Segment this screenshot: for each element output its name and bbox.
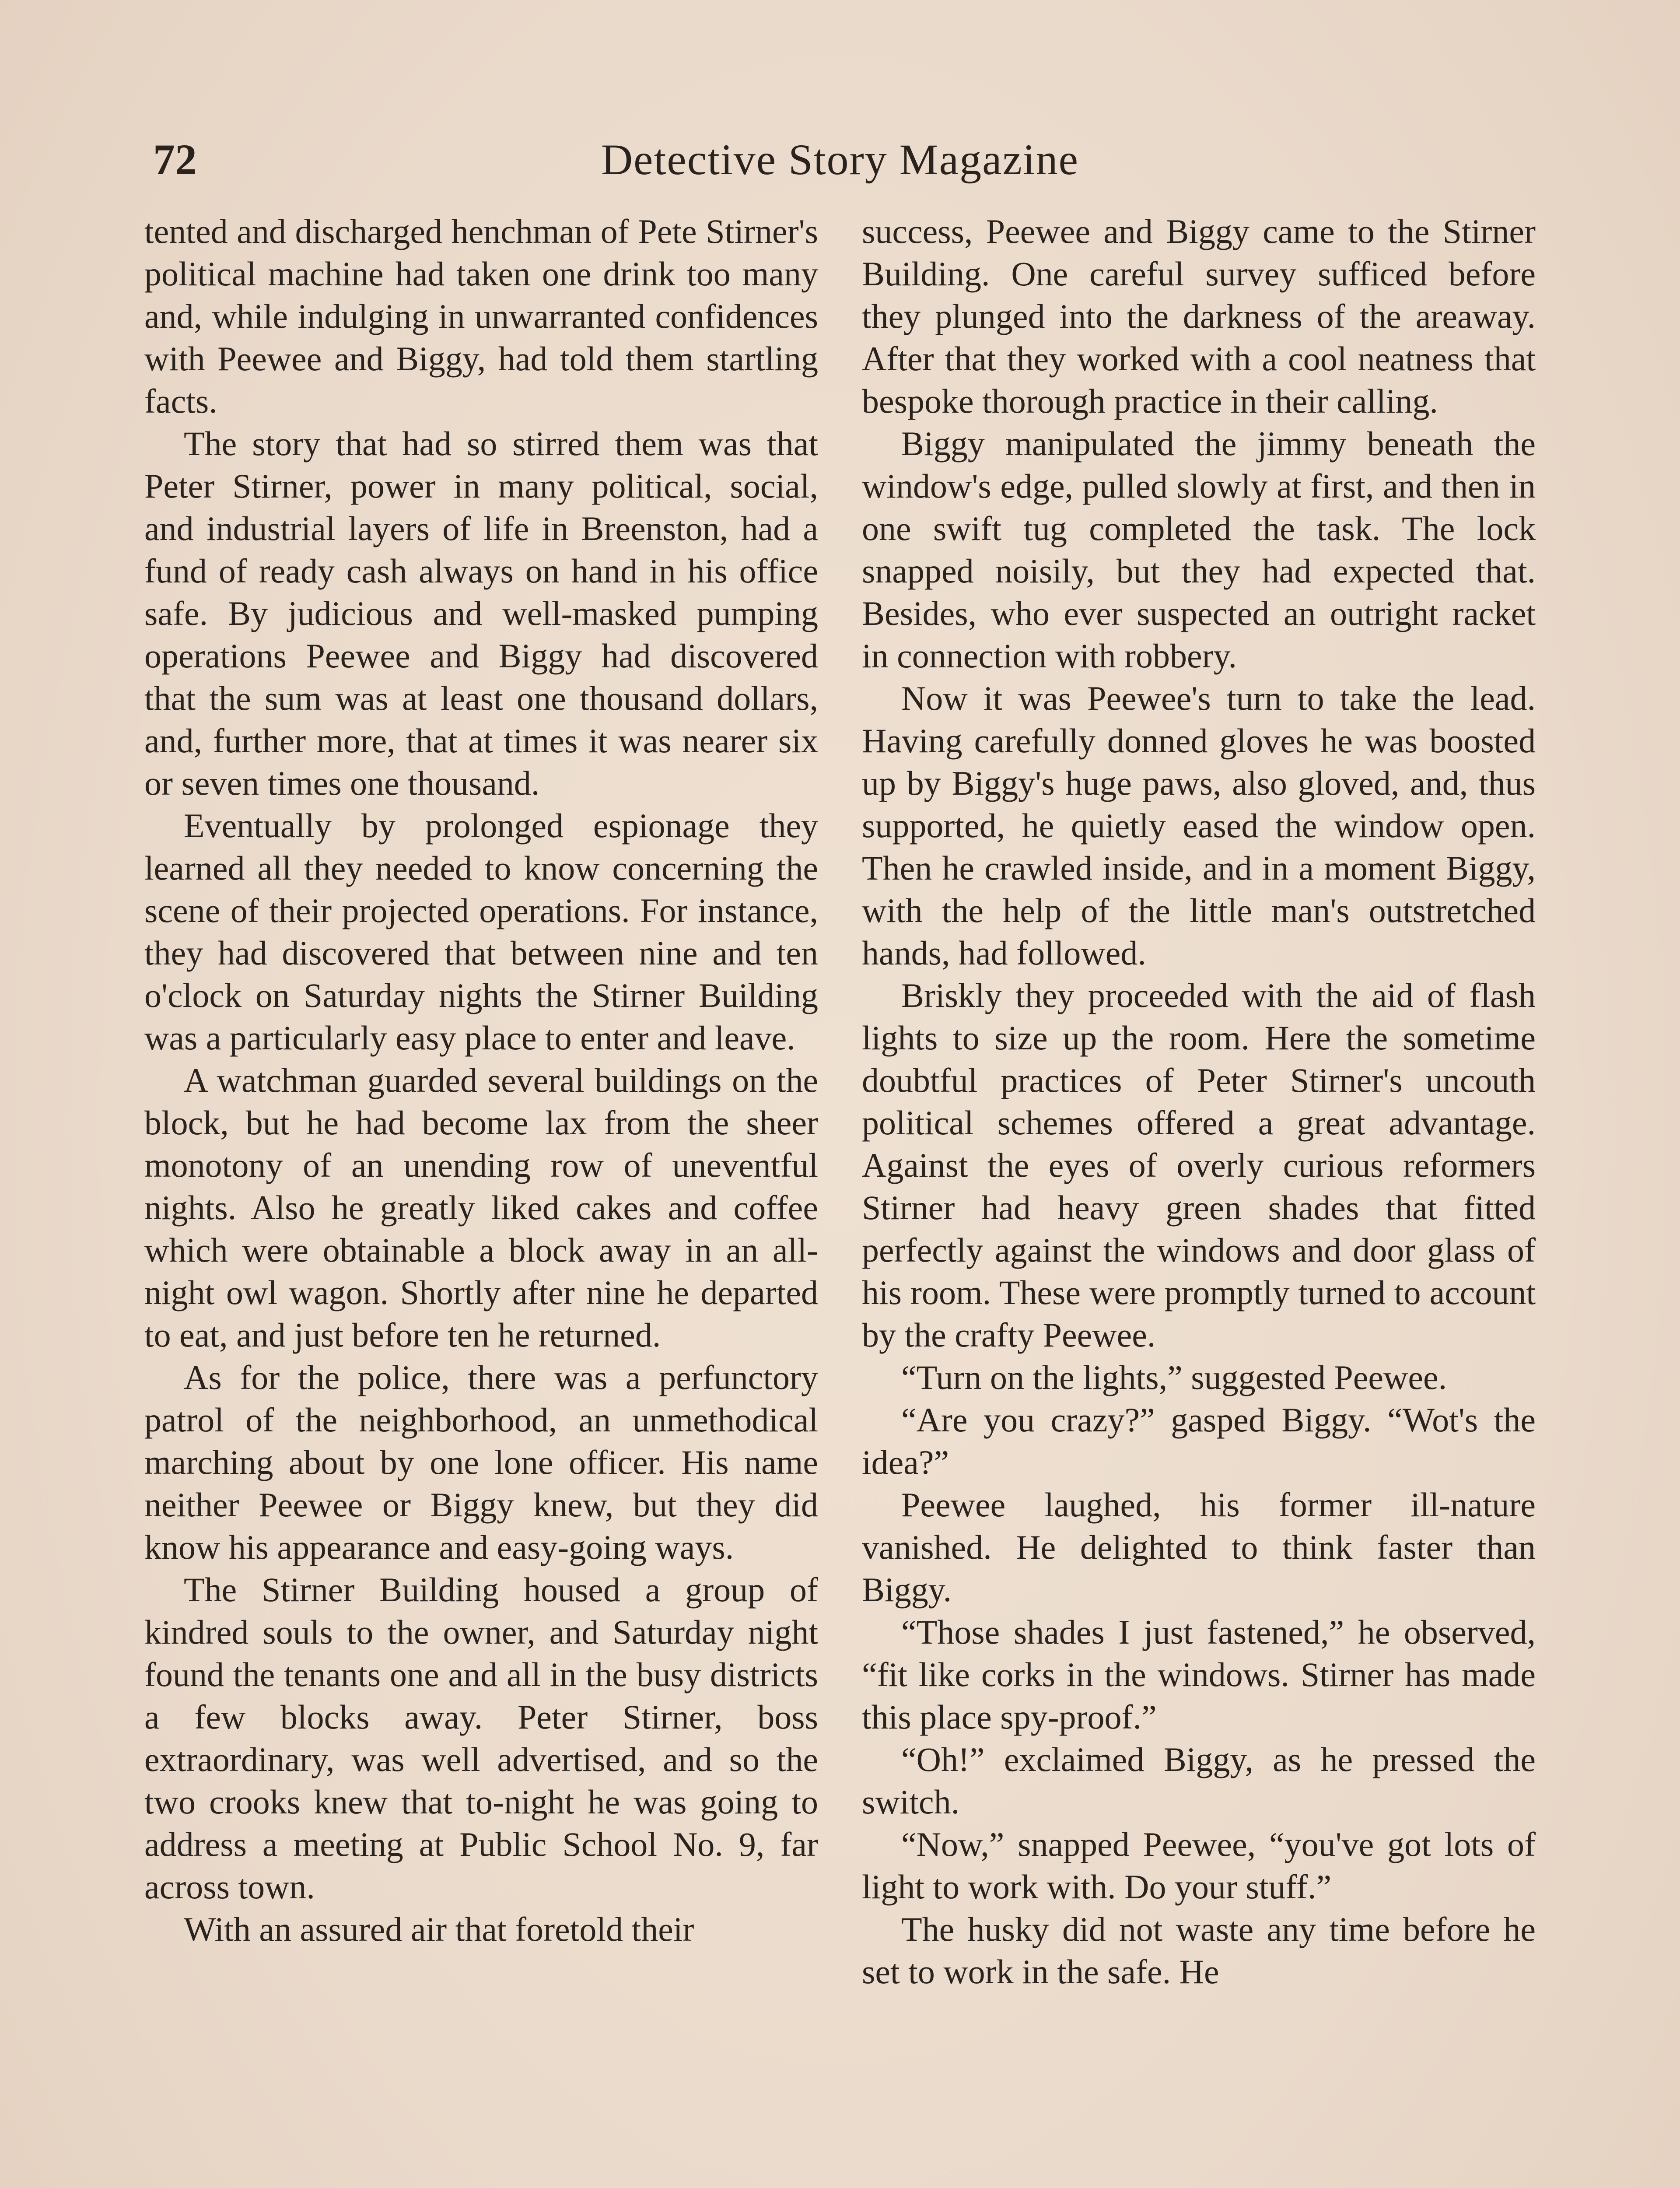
paragraph: success, Peewee and Biggy came to the Stirner Building. One careful survey sufficed before they plunged into the darkness of the areaway. After that they worked with a cool neatness that bespoke thorough practice in their calling. [862, 212, 1536, 420]
paragraph: A watchman guarded several buildings on the block, but he had become lax from the sheer monotony of an unending row of uneventful nights. Also he greatly liked cakes and coffee which were obtainable a block away in an all-night owl wagon. Shortly after nine he departed to eat, and just before ten he returned. [144, 1061, 818, 1354]
running-title: Detective Story Magazine [601, 135, 1079, 184]
paragraph: As for the police, there was a perfunctory patrol of the neighborhood, an unmethodical marching about by one lone officer. His name neither Peewee or Biggy knew, but they did know his appearance and easy-going ways. [144, 1358, 818, 1566]
paragraph: Now it was Peewee's turn to take the lead. Having carefully donned gloves he was boosted up by Biggy's huge paws, also gloved, and, thus supported, he quietly eased the window open. Then he crawled inside, and in a moment Biggy, with the help of the little man's outstretched hands, had followed. [862, 679, 1536, 972]
paragraph: Eventually by prolonged espionage they learned all they needed to know concerning the scene of their projected operations. For instance, they had discovered that between nine and ten o'clock on Saturday nights the Stirner Building was a particularly easy place to enter and leave. [144, 806, 818, 1057]
paragraph: The husky did not waste any time before he set to work in the safe. He [862, 1910, 1536, 1991]
right-column [862, 210, 1536, 1993]
paragraph: Briskly they proceeded with the aid of flash lights to size up the room. Here the sometime doubtful practices of Peter Stirner's uncouth political schemes offered a great advantage. Against the eyes of overly curious reformers Stirner had heavy green shades that fitted perfectly against the windows and door glass of his room. These were promptly turned to account by the crafty Peewee. [862, 976, 1536, 1354]
paragraph: “Those shades I just fastened,” he observed, “fit like corks in the windows. Stirner has made this place spy-proof.” [862, 1613, 1536, 1736]
paragraph: With an assured air that foretold their [184, 1910, 694, 1948]
paragraph: “Now,” snapped Peewee, “you've got lots of light to work with. Do your stuff.” [862, 1825, 1536, 1906]
page-number: 72 [153, 135, 197, 184]
paragraph: “Oh!” exclaimed Biggy, as he pressed the switch. [862, 1740, 1536, 1821]
paragraph: “Turn on the lights,” suggested Peewee. [901, 1358, 1447, 1396]
left-column [144, 210, 818, 1950]
paragraph: The story that had so stirred them was that Peter Stirner, power in many political, social, and industrial layers of life in Breenston, had a fund of ready cash always on hand in his office safe. By judicious and well-masked pumping operations Peewee and Biggy had discovered that the sum was at least one thousand dollars, and, further more, that at times it was nearer six or seven times one thousand. [144, 424, 818, 802]
paragraph: “Are you crazy?” gasped Biggy. “Wot's the idea?” [862, 1401, 1536, 1481]
paragraph: The Stirner Building housed a group of kindred souls to the owner, and Saturday night found the tenants one and all in the busy districts a few blocks away. Peter Stirner, boss extraordinary, was well advertised, and so the two crooks knew that to-night he was going to address a meeting at Public School No. 9, far across town. [144, 1571, 818, 1906]
paragraph: Peewee laughed, his former ill-nature vanished. He delighted to think faster than Biggy. [862, 1486, 1536, 1609]
paragraph: tented and discharged henchman of Pete Stirner's political machine had taken one drink too many and, while indulging in unwarranted confidences with Peewee and Biggy, had told them startling facts. [144, 212, 818, 420]
page-header [144, 127, 1536, 193]
paragraph: Biggy manipulated the jimmy beneath the window's edge, pulled slowly at first, and then in one swift tug completed the task. The lock snapped noisily, but they had expected that. Besides, who ever suspected an outright racket in connection with robbery. [862, 424, 1536, 675]
